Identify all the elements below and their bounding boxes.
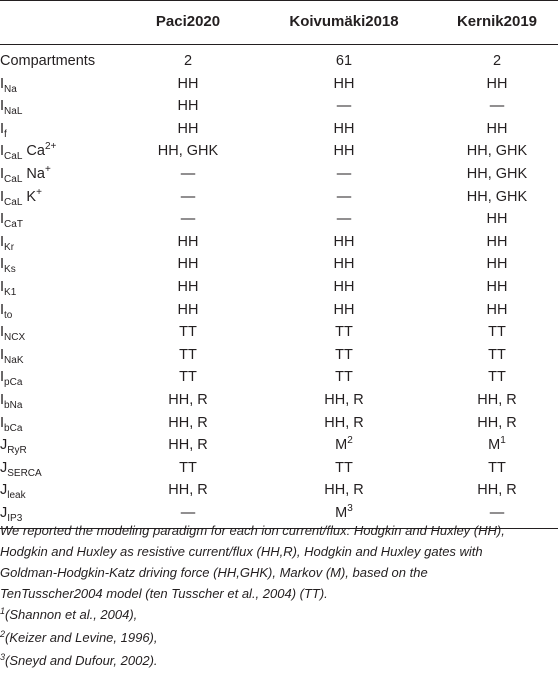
cell-value: 2 [492, 53, 502, 69]
cell-value: TT [179, 459, 197, 476]
table-cell [432, 412, 558, 436]
table-cell [432, 140, 558, 164]
note-paragraph-line: TenTusscher2004 model (ten Tusscher et al., 2004) (TT). [0, 586, 328, 601]
row-label [0, 389, 22, 413]
row-label-base: I [0, 166, 5, 182]
table-cell [118, 208, 258, 232]
cell-value: HH [177, 233, 199, 250]
cell-value: HH [333, 301, 355, 318]
footnote-text: (Shannon et al., 2004), [5, 607, 138, 622]
table-cell [432, 95, 558, 119]
cell-value: HH [486, 233, 508, 250]
row-label-base: I [0, 143, 5, 160]
cell-footnote-mark: 3 [347, 503, 353, 514]
cell-value: HH [486, 75, 508, 92]
row-label [0, 95, 22, 119]
row-label-base: J [0, 437, 8, 454]
note-paragraph-line: Hodgkin and Huxley as resistive current/flux (HH,R), Hodgkin and Huxley gates with [0, 544, 483, 559]
table-cell [432, 208, 558, 232]
cell-value: HH [333, 120, 355, 137]
row-label [0, 186, 42, 210]
header-koivumaki2018: Koivumäki2018 [289, 13, 399, 30]
table-cell [266, 389, 422, 413]
row-label-base: J [0, 505, 8, 521]
cell-value: HH [177, 98, 199, 115]
cell-value: — [180, 505, 196, 521]
row-label [0, 479, 26, 503]
table-cell [118, 163, 258, 187]
table-cell [266, 163, 422, 187]
footnote-text: (Keizer and Levine, 1996), [5, 630, 158, 645]
row-label-base: I [0, 301, 5, 318]
table-cell [118, 299, 258, 323]
cell-value: HH [177, 256, 199, 273]
table-cell [266, 50, 422, 74]
table-cell [266, 457, 422, 481]
cell-value: HH [486, 211, 508, 228]
cell-value: HH [333, 256, 355, 273]
table-cell [432, 434, 558, 458]
cell-value: TT [335, 369, 353, 386]
row-label [0, 276, 16, 300]
note-paragraph-line: Goldman-Hodgkin-Katz driving force (HH,GHK), Markov (M), based on the [0, 565, 428, 580]
table-cell [118, 186, 258, 210]
cell-value: HH [333, 233, 355, 250]
cell-value: HH, GHK [466, 143, 528, 160]
table-cell [118, 366, 258, 390]
table-cell [266, 434, 422, 458]
table-cell [118, 479, 258, 503]
row-label-base: I [0, 279, 5, 295]
table-cell [432, 73, 558, 97]
row-label-base: I [0, 369, 5, 386]
row-label [0, 366, 22, 390]
footnote-2 [0, 627, 556, 650]
footnote-1 [0, 604, 556, 627]
row-label-subscript: CaL [4, 151, 23, 163]
table-cell [266, 186, 422, 210]
cell-value: HH [486, 301, 508, 318]
row-label-ion: Ca [22, 143, 45, 160]
table-cell [266, 208, 422, 232]
row-label-base: I [0, 120, 5, 137]
cell-value: HH, GHK [466, 188, 528, 205]
table-cell [432, 321, 558, 345]
row-label-subscript: bCa [4, 422, 23, 434]
row-label [0, 434, 27, 458]
table-cell [118, 50, 258, 74]
cell-value: — [489, 98, 505, 115]
table-cell [266, 276, 422, 300]
row-label [0, 73, 17, 97]
table-cell [118, 457, 258, 481]
row-label [0, 208, 23, 232]
cell-value: HH [486, 256, 508, 273]
table-cell [266, 253, 422, 277]
table-cell [432, 231, 558, 255]
row-label-subscript: NCX [4, 332, 26, 344]
table-cell [266, 479, 422, 503]
table-cell [432, 118, 558, 142]
row-label [0, 118, 7, 142]
cell-value: — [180, 211, 196, 228]
cell-value: — [336, 98, 352, 115]
row-label-subscript: CaL [4, 196, 23, 208]
row-label-base: I [0, 392, 5, 408]
row-label-base: I [0, 211, 5, 228]
cell-value: HH, R [477, 414, 517, 431]
table-cell [432, 253, 558, 277]
row-label [0, 231, 14, 255]
row-label-subscript: CaT [4, 219, 23, 231]
row-label-subscript: to [4, 309, 13, 321]
table-cell [432, 457, 558, 481]
row-label-base: I [0, 98, 5, 115]
row-label-base: I [0, 346, 5, 363]
table-cell [432, 276, 558, 300]
cell-value: 61 [335, 53, 353, 69]
cell-value: M [335, 437, 348, 454]
row-label-subscript: Kr [4, 241, 15, 253]
cell-value: — [489, 505, 505, 521]
table-cell [118, 321, 258, 345]
cell-value: HH [486, 120, 508, 137]
table-cell [432, 186, 558, 210]
cell-value: HH, R [477, 482, 517, 499]
cell-value: HH [177, 75, 199, 92]
row-label [0, 140, 56, 164]
cell-value: HH [486, 279, 508, 295]
row-label [0, 163, 51, 187]
row-label-base: Compartments [0, 53, 96, 69]
cell-value: — [336, 188, 352, 205]
cell-value: HH, R [168, 482, 208, 499]
table-cell [118, 253, 258, 277]
cell-value: HH, R [324, 482, 364, 499]
cell-value: TT [179, 369, 197, 386]
footnote-mark: 2 [0, 629, 6, 639]
cell-value: — [180, 166, 196, 182]
cell-value: HH [333, 75, 355, 92]
cell-value: M [488, 437, 501, 454]
table-cell [266, 231, 422, 255]
cell-value: HH [333, 279, 355, 295]
cell-value: HH, R [477, 392, 517, 408]
note-paragraph-line: We reported the modeling paradigm for each ion current/flux: Hodgkin and Huxley (HH), [0, 523, 505, 538]
table-cell [432, 163, 558, 187]
cell-value: — [180, 188, 196, 205]
table-cell [118, 140, 258, 164]
cell-value: HH, R [168, 392, 208, 408]
row-label-base: J [0, 459, 8, 476]
row-label-subscript: RyR [7, 445, 27, 457]
row-label [0, 344, 23, 368]
cell-value: TT [488, 369, 506, 386]
footnote-mark: 1 [0, 606, 6, 616]
table-cell [118, 118, 258, 142]
table-cell [266, 118, 422, 142]
row-label [0, 412, 22, 436]
cell-value: TT [335, 346, 353, 363]
row-label-ion: Na [22, 166, 45, 182]
table-cell [266, 344, 422, 368]
cell-value: TT [179, 346, 197, 363]
header-paci2020: Paci2020 [155, 13, 221, 30]
cell-value: TT [335, 459, 353, 476]
row-label-subscript: pCa [4, 377, 23, 389]
cell-value: TT [488, 324, 506, 341]
row-label-subscript: f [4, 128, 7, 140]
row-label-subscript: K1 [4, 287, 17, 298]
header-kernik2019: Kernik2019 [456, 13, 538, 30]
row-label-superscript: 2+ [44, 141, 57, 153]
table-cell [432, 389, 558, 413]
header-rule [0, 44, 558, 45]
row-label-base: I [0, 256, 5, 273]
cell-value: HH, R [168, 437, 208, 454]
cell-value: HH, R [324, 414, 364, 431]
row-label-subscript: SERCA [7, 467, 42, 479]
cell-value: TT [335, 324, 353, 341]
table-cell [432, 366, 558, 390]
cell-value: TT [179, 324, 197, 341]
row-label-subscript: Na [4, 83, 17, 95]
row-label-base: I [0, 188, 5, 205]
table-cell [118, 412, 258, 436]
row-label [0, 457, 42, 481]
cell-value: HH, GHK [157, 143, 219, 160]
table-cell [118, 389, 258, 413]
row-label-superscript: + [36, 186, 42, 198]
row-label-superscript: + [44, 164, 51, 175]
table-cell [118, 95, 258, 119]
footnote-3 [0, 650, 556, 673]
table-cell [266, 299, 422, 323]
footnote-mark: 3 [0, 652, 6, 662]
cell-footnote-mark: 2 [347, 435, 353, 447]
cell-value: HH [333, 143, 355, 160]
table-cell [266, 366, 422, 390]
row-label [0, 299, 12, 323]
cell-footnote-mark: 1 [500, 435, 506, 447]
row-label [0, 321, 25, 345]
table-cell [432, 50, 558, 74]
row-label-subscript: IP3 [7, 513, 23, 524]
table-cell [432, 344, 558, 368]
row-label-subscript: NaK [4, 354, 24, 366]
cell-value: HH [177, 301, 199, 318]
row-label-base: I [0, 414, 5, 431]
cell-value: HH [177, 279, 199, 295]
cell-value: — [336, 211, 352, 228]
row-label-subscript: Ks [4, 264, 16, 276]
row-label [0, 253, 16, 277]
cell-value: HH, R [324, 392, 364, 408]
row-label-base: I [0, 324, 5, 341]
table-cell [118, 231, 258, 255]
table-cell [266, 73, 422, 97]
row-label-ion: K [22, 188, 37, 205]
table-cell [432, 479, 558, 503]
table-cell [118, 276, 258, 300]
table-cell [266, 140, 422, 164]
table-cell [118, 73, 258, 97]
cell-value: HH, R [168, 414, 208, 431]
cell-value: HH [177, 120, 199, 137]
table-cell [432, 299, 558, 323]
cell-value: HH, GHK [466, 166, 528, 182]
header-row [0, 0, 558, 44]
table-notes [0, 520, 556, 673]
row-label-subscript: leak [7, 490, 26, 502]
row-label-subscript: CaL [4, 174, 23, 185]
cell-value: TT [488, 459, 506, 476]
table-cell [118, 434, 258, 458]
row-label [0, 50, 95, 74]
table-cell [118, 344, 258, 368]
row-label-base: I [0, 233, 5, 250]
cell-value: M [335, 505, 348, 521]
cell-value: 2 [183, 53, 193, 69]
row-label-subscript: NaL [4, 106, 23, 118]
row-label-base: I [0, 75, 5, 92]
row-label-base: J [0, 482, 8, 499]
cell-value: TT [488, 346, 506, 363]
table-cell [266, 95, 422, 119]
footnote-text: (Sneyd and Dufour, 2002). [5, 653, 158, 668]
table-cell [266, 412, 422, 436]
cell-value: — [336, 166, 352, 182]
table-cell [266, 321, 422, 345]
row-label-subscript: bNa [4, 400, 23, 411]
